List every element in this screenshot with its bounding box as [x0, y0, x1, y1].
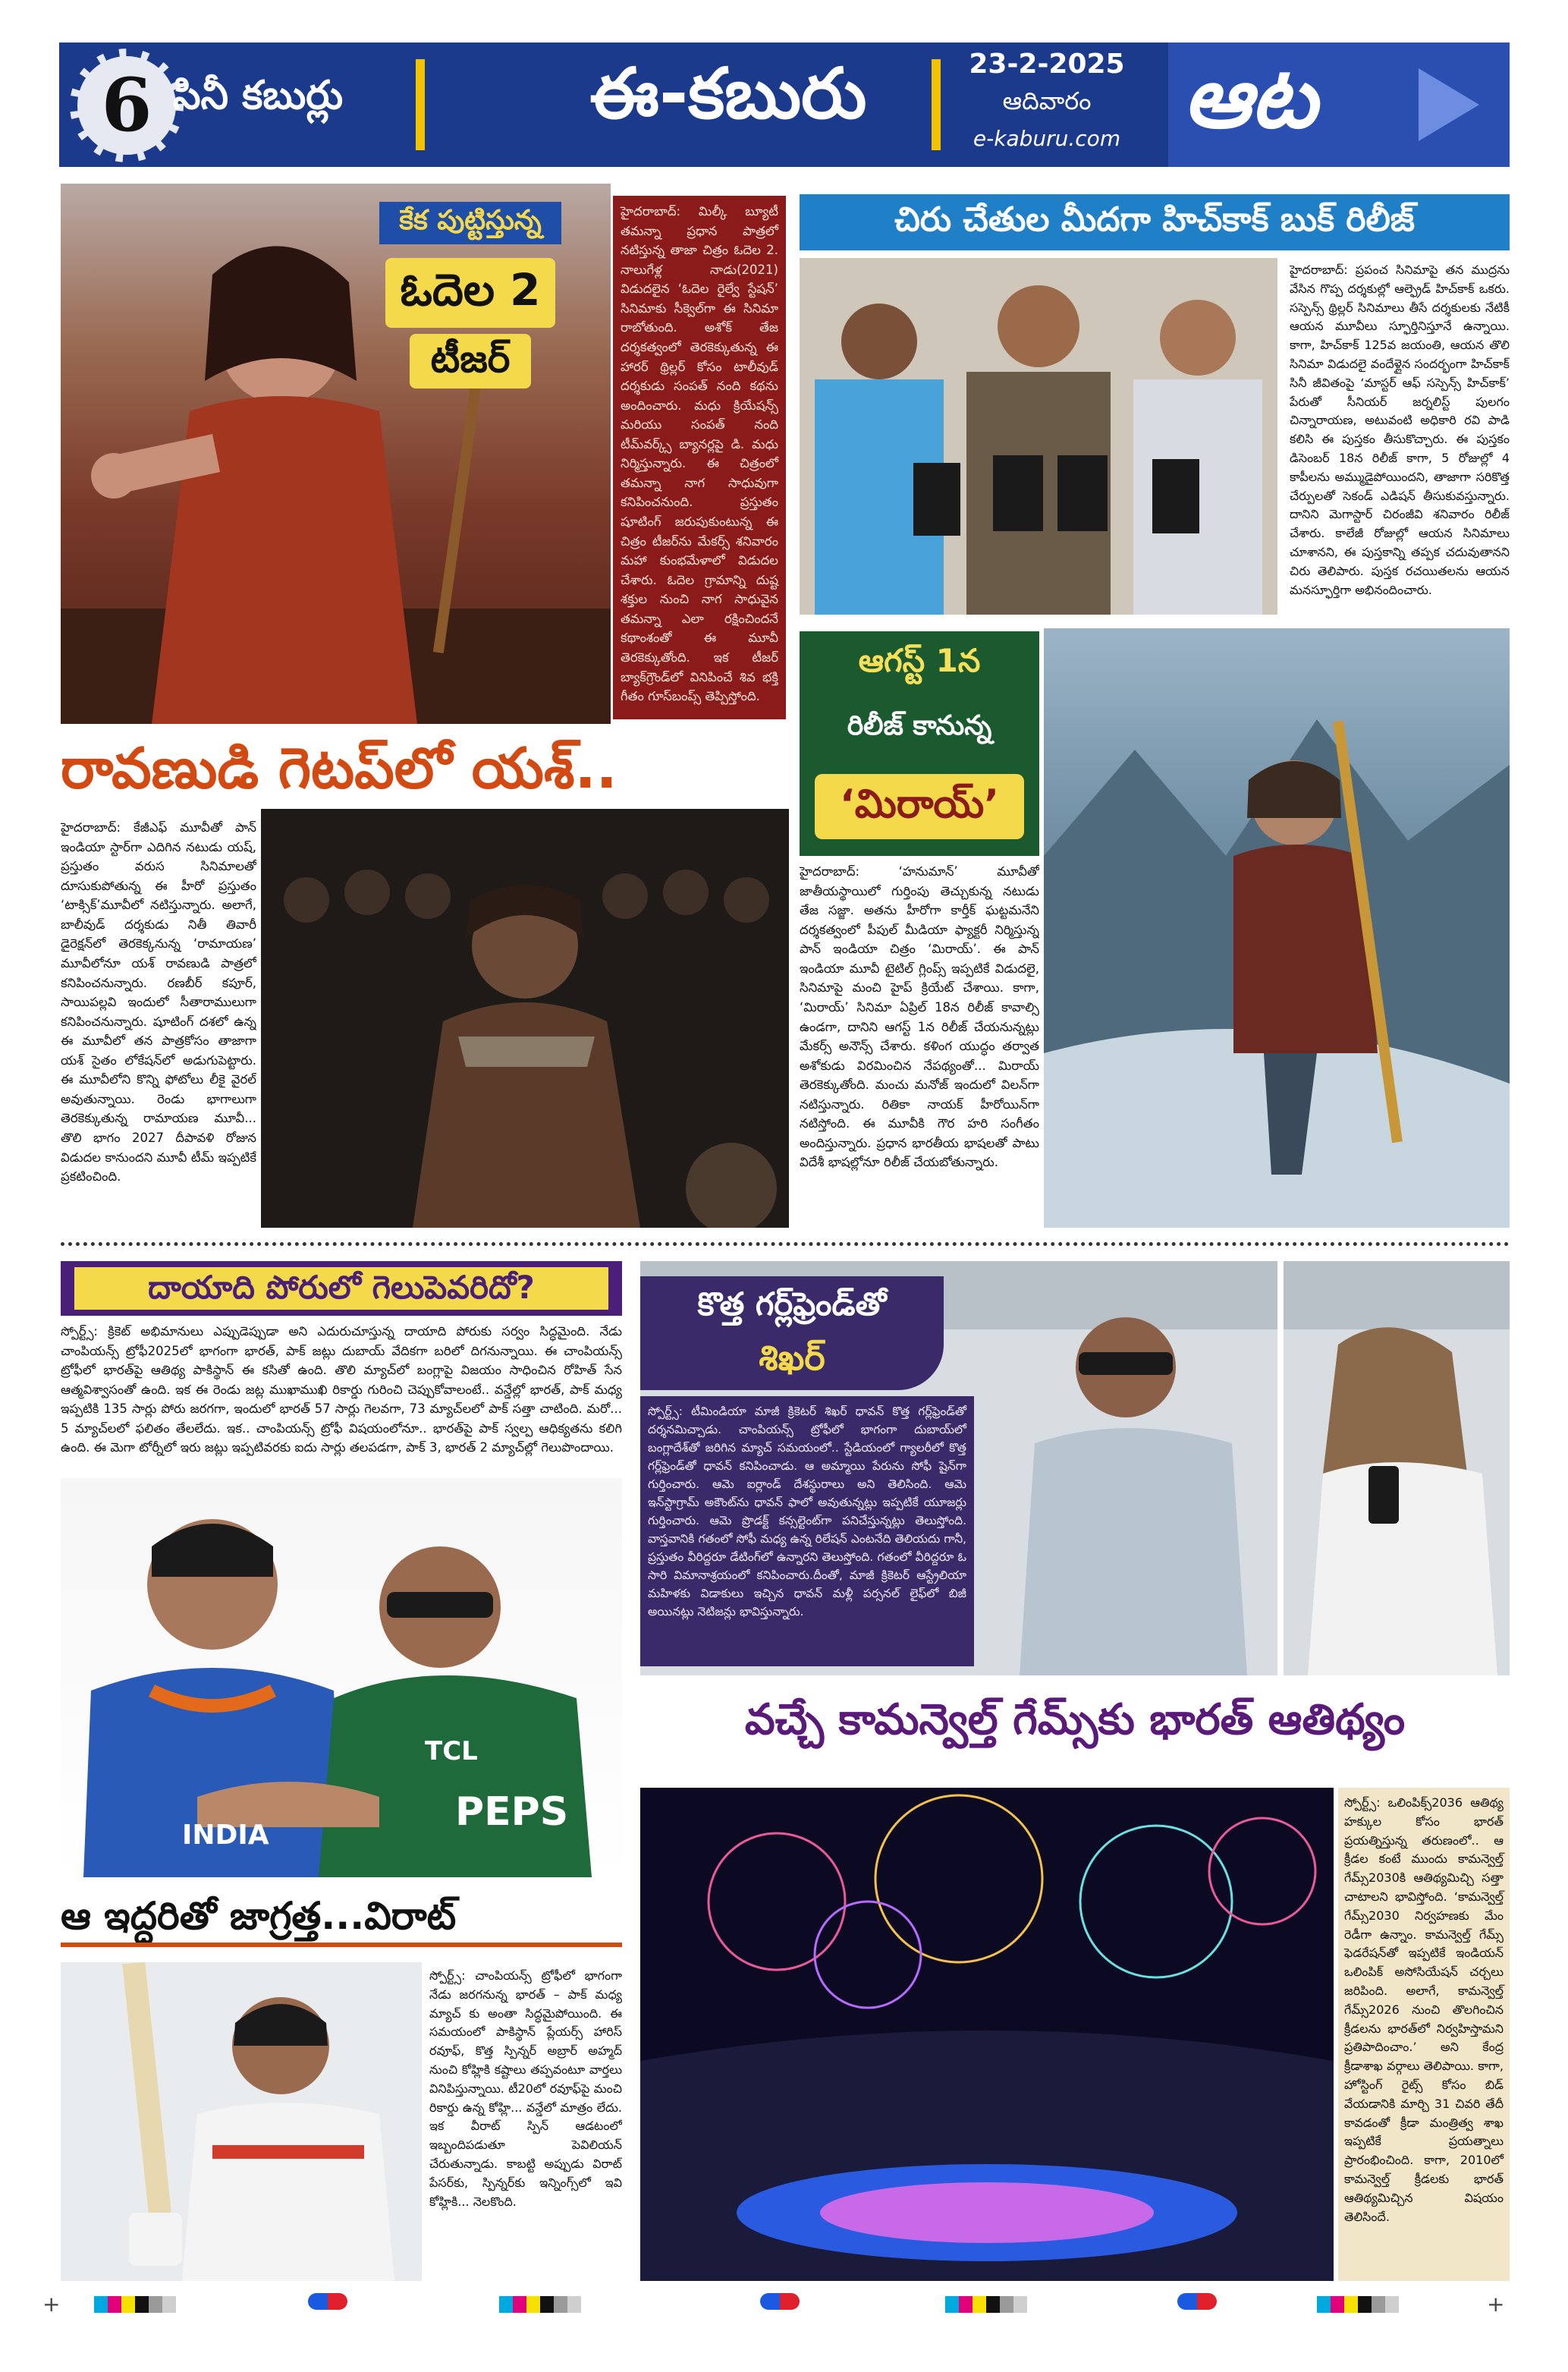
website-link[interactable]: e-kaburu.com	[973, 126, 1121, 151]
header-divider	[416, 59, 425, 150]
registration-dot	[1177, 2293, 1217, 2310]
pak-jersey-tcl: TCL	[425, 1736, 478, 1766]
virat-kohli-photo	[61, 1962, 422, 2281]
virat-headline-text: ఆ ఇద్దరితో జాగ్రత్త...విరాట్	[61, 1894, 457, 1938]
cwg-stadium-fireworks-photo	[640, 1788, 1334, 2281]
mirai-teja-photo	[1044, 628, 1510, 1228]
hitchcock-headline: చిరు చేతుల మీదగా హిచ్‌కాక్ బుక్ రిలీజ్	[894, 200, 1415, 239]
virat-headline-rule	[61, 1943, 622, 1947]
cwg-article: స్పోర్ట్స్: ఒలింపిక్స్2036 ఆతిథ్య హక్కుల కోసం భారత్ ప్రయత్నిస్తున్న తరుణంలో.. ఆ క్రీడల కంటే ముందు కామన్వెల్త్ గేమ్స్2030కి ఆతిథ్యమిచ్చి సత్తా చాటాలని భావిస్తోంది. ‘కామన్వెల్త్ గేమ్స్2030 నిర్వహణకు మేం రెడీగా ఉన్నాం. కామన్వెల్త్ గేమ్స్ ఫెడరేషన్‌తో ఇప్పటికే ఇండియన్ ఒలింపిక్ అసోసియేషన్ చర్చలు జరిపింది. అలాగే, కామన్వెల్త్ గేమ్స్2026 నుంచి తొలగించిన క్రీడలను భారత్‌లో నిర్వహిస్తామని ప్రతిపాదించాం.’ అని కేంద్ర క్రీడాశాఖ వర్గాలు తెలిపాయి. కాగా, హోస్టింగ్ రైట్స్ కోసం బిడ్ వేయడానికి మార్చి 31 చివరి తేదీ కావడంతో క్రీడా మంత్రిత్వ శాఖ ఇప్పటికే ప్రయత్నాలు ప్రారంభించింది. కాగా, 2010లో కామన్వెల్త్ క్రీడలకు భారత్ ఆతిథ్యమిచ్చిన విషయం తెలిసిందే.	[1338, 1788, 1510, 2281]
yash-ravana-photo	[261, 809, 789, 1228]
chiranjeevi-book-release-photo	[800, 258, 1277, 615]
india-jersey-text: INDIA	[182, 1820, 269, 1851]
page-number: 6	[101, 62, 152, 148]
shikhar-headline-line1: కొత్త గర్ల్‌ఫ్రెండ్‌తో	[697, 1285, 887, 1323]
rohit-rizwan-photo	[61, 1478, 622, 1877]
odela-article: హైదరాబాద్: మిల్కీ బ్యూటీ తమన్నా ప్రధాన పాత్రలో నటిస్తున్న తాజా చిత్రం ఓదెల 2. నాలుగేళ్ల నాడు(2021) విడుదలైన ‘ఓదెల రైల్వే స్టేషన్’ సినిమాకు సీక్వెల్‌గా ఈ సినిమా రాబోతుంది. అశోక్ తేజ దర్శకత్వంలో తెరకెక్కుతున్న ఈ హారర్ థ్రిల్లర్ కోసం టాలీవుడ్ దర్శకుడు సంపత్ నంది కథను అందించారు. మధు క్రియేషన్స్ మరియు సంపత్ నంది టీమ్‌వర్క్స్ బ్యానర్లపై డి. మధు నిర్మిస్తున్నారు. ఈ చిత్రంలో తమన్నా నాగ సాధువుగా కనిపించనుంది. ప్రస్తుతం షూటింగ్ జరుపుకుంటున్న ఈ చిత్రం టీజర్‌ను మేకర్స్ శనివారం మహా కుంభమేళాలో విడుదల చేశారు. ఓదెల గ్రామాన్ని దుష్ట శక్తుల నుంచి నాగ సాధువైన తమన్నా ఎలా రక్షించిందనే కథాంశంతో ఈ మూవీ తెరకెక్కుతోంది. ఇక టీజర్ బ్యాక్‌గ్రౌండ్‌లో వినిపించే శివ భక్తి గీతం గూస్‌బంప్స్ తెప్పిస్తోంది.	[613, 196, 786, 719]
arrow-icon	[1419, 68, 1479, 141]
yash-article: హైదరాబాద్: కేజీఎఫ్ మూవీతో పాన్ ఇండియా స్టార్‌గా ఎదిగిన నటుడు యష్, ప్రస్తుతం వరుస సినిమాలతో దూసుకుపోతున్న ఈ హీరో ప్రస్తుతం ‘టాక్సిక్’మూవీలో నటిస్తున్నారు. అలాగే, బాలీవుడ్ దర్శకుడు నితీ తివారీ డైరెక్షన్‌లో తెరకెక్కనున్న ‘రామాయణ’ మూవీలోనూ యశ్ రావణుడి పాత్రలో కనిపించనున్నారు. రణబీర్ కపూర్, సాయిపల్లవి ఇందులో సీతారాములుగా కనిపించనున్నారు. షూటింగ్ దశలో ఉన్న ఈ మూవీలో తన పాత్రకోసం తాజాగా యశ్ సైతం లోకేషన్‌లో అడుగుపెట్టారు. ఈ మూవీలోని కొన్ని ఫోటోలు లీకై వైరల్ అవుతున్నాయి. రెండు భాగాలుగా తెరకెక్కుతున్న రామాయణ మూవీ... తొలి భాగం 2027 దీపావళి రోజున విడుదల కానుందని మూవీ టీమ్ ఇప్పటికే ప్రకటించింది.	[61, 820, 256, 1184]
color-registration-bar	[94, 2296, 176, 2313]
shikhar-headline-line2: శిఖర్	[759, 1337, 825, 1378]
paper-name: ఈ-కబురు	[589, 53, 867, 134]
section-name: సినీ కబుర్లు	[173, 73, 344, 118]
dayadi-article: స్పోర్ట్స్: క్రికెట్ అభిమానులు ఎప్పుడెప్పుడా అని ఎదురుచూస్తున్న దాయాది పోరుకు సర్వం సిద్ధమైంది. నేడు చాంపియన్స్ ట్రోఫీ2025లో భాగంగా భారత్, పాక్ జట్లు దుబాయ్ వేదికగా బరిలో దిగనున్నాయి. ఈ చాంపియన్స్ ట్రోఫీలో భారత్‌పై ఆతిథ్య పాకిస్థాన్ ఈ కసితో ఉంది. తొలి మ్యాచ్‌లో బంగ్లాపై విజయం సాధించిన రోహిత్ సేన ఆత్మవిశ్వాసంతో ఉంది. ఇక ఈ రెండు జట్ల ముఖాముఖి రికార్డు గురించి చెప్పుకోవాలంటే.. వన్డేల్లో భారత్, పాక్ మధ్య ఇప్పటికి 135 సార్లు పోరు జరగగా, ఇందులో భారత్ 57 సార్లు గెలవగా, 73 మ్యాచ్‌లలో పాక్ సత్తా చాటింది. మరో... 5 మ్యాచ్‌లలో ఫలితం తేలలేదు. ఇక.. చాంపియన్స్ ట్రోఫీ విషయంలోనూ.. భారత్‌పై పాక్ స్వల్ప ఆధిక్యతను కలిగి ఉంది. ఈ మెగా టోర్నీలో ఇరు జట్లు ఇప్పటివరకు ఐదు సార్లు తలపడగా, పాక్ 3, భారత్ 2 మ్యాచ్‌ల్లో గెలుపొందాయి.	[61, 1324, 622, 1455]
pak-jersey-sponsor: PEPS	[455, 1789, 569, 1835]
color-registration-bar	[499, 2296, 581, 2313]
virat-article: స్పోర్ట్స్: చాంపియన్స్ ట్రోఫీలో భాగంగా నేడు జరగనున్న భారత్ – పాక్ మధ్య మ్యాచ్ కు అంతా సిద్ధమైపోయింది. ఈ సమయంలో పాకిస్థాన్ ప్లేయర్స్ హారిస్ రవూఫ్, కొత్త స్పిన్నర్ అబ్రార్ అహ్మద్ నుంచి కోహ్లికి కష్టాలు తప్పవంటూ వార్తలు వినిపిస్తున్నాయి. టీ20లో రవూఫ్‌పై మంచి రికార్డు ఉన్న కోహ్లి... వన్డేలో మాత్రం లేదు. ఇక వీరాట్ స్పిన్ ఆడటంలో ఇబ్బందిపడుతూ పెవిలియన్ చేరుతున్నాడు. కాబట్టి అప్పుడు విరాట్ పేసర్‌కు, స్పిన్నర్‌కు ఇన్నింగ్స్‌లో ఇవి కోహ్లికి... నెలకొంది.	[429, 1968, 622, 2209]
virat-headline	[61, 1894, 622, 1948]
odela-tag: కేక పుట్టిస్తున్న	[399, 205, 542, 236]
mirai-title: ‘మిరాయ్’	[839, 782, 1000, 827]
section-divider	[61, 1242, 1510, 1246]
registration-dot	[760, 2293, 800, 2310]
dayadi-headline: దాయాది పోరులో గెలుపెవరిదో?	[148, 1269, 535, 1306]
registration-dot	[308, 2293, 347, 2310]
yash-headline: రావణుడి గెటప్‌లో యశ్..	[61, 736, 617, 801]
color-registration-bar	[1317, 2296, 1399, 2313]
issue-weekday: ఆదివారం	[1002, 87, 1092, 115]
issue-date: 23-2-2025	[969, 49, 1125, 80]
cwg-headline: వచ్చే కామన్వెల్త్ గేమ్స్‌కు భారత్ ఆతిథ్యం	[744, 1695, 1406, 1744]
brand-logo: ఆట	[1183, 49, 1317, 147]
header-divider	[932, 59, 941, 150]
hitchcock-article: హైదరాబాద్: ప్రపంచ సినిమాపై తన ముద్రను వేసిన గొప్ప దర్శకుల్లో ఆల్ఫ్రెడ్ హిచ్‌కాక్ ఒకరు. సస్పెన్స్ థ్రిల్లర్ సినిమాలు తీసే దర్శకులకు నేటికీ ఆయన మూవీలు స్ఫూర్తినిస్తూనే ఉన్నాయి. కాగా, హిచ్‌కాక్ 125వ జయంతి, ఆయన తొలి సినిమా విడుదలై వందేళ్లైన సందర్భంగా హిచ్‌కాక్ సినీ జీవితంపై ‘మాస్టర్ ఆఫ్ సస్పెన్స్ హిచ్‌కాక్’ పేరుతో సీనియర్ జర్నలిస్ట్ పులగం చిన్నారాయణ, అటువంటి అధికారి రవి పాడి కలిసి ఈ పుస్తకం తీసుకొచ్చారు. ఈ పుస్తకం డిసెంబర్ 18న రిలీజ్ కాగా, 5 రోజుల్లో 4 కాపీలను అమ్ముడైపోయిందని, తాజాగా సరికొత్త చేర్పులతో సెకండ్ ఎడిషన్ తీసుకువస్తున్నారు. దానిని మెగాస్టార్ చిరంజీవి శనివారం రిలీజ్ చేశారు. కాలేజీ రోజుల్లో ఆయన సినిమాలు చూశానని, ఈ పుస్తకాన్ని తప్పక చదువుతానని చిరు తెలిపారు. పుస్తక రచయితలను ఆయన మనస్ఫూర్తిగా అభినందించారు.	[1290, 263, 1510, 597]
mirai-headline-line1: ఆగస్ట్ 1న	[858, 642, 981, 679]
mirai-headline-line2: రిలీజ్ కానున్న	[847, 710, 992, 741]
odela-title: ఓదెల 2	[400, 264, 541, 316]
odela-subtitle: టీజర్	[430, 337, 511, 381]
mirai-article: హైదరాబాద్: ‘హనుమాన్’ మూవీతో జాతీయస్థాయిలో గుర్తింపు తెచ్చుకున్న నటుడు తేజ సజ్జా. అతను హీరోగా కార్తీక్ ఘట్టమనేని దర్శకత్వంలో పీపుల్ మీడియా ఫ్యాక్టరీ నిర్మిస్తున్న పాన్ ఇండియా చిత్రం ‘మిరాయ్’. ఈ పాన్ ఇండియా మూవీ టైటిల్ గ్లింప్స్ ఇప్పటికే విడుదలై, సినిమాపై మంచి హైప్ క్రియేట్ చేశాయి. కాగా, ‘మిరాయ్’ సినిమా ఏప్రిల్ 18న రిలీజ్ కావాల్సి ఉండగా, దానిని ఆగస్ట్ 1న రిలీజ్ చేయనున్నట్లు మేకర్స్ అనౌన్స్ చేశారు. కళింగ యుద్ధం తర్వాత అశోకుడు విరమించిన నేపథ్యంతో... మిరాయ్ తెరకెక్కుతోంది. మంచు మనోజ్ ఇందులో విలన్‌గా నటిస్తున్నారు. రితికా నాయక్ హీరోయిన్‌గా నటిస్తోంది. ఈ మూవీకి గౌర హరి సంగీతం అందిస్తున్నారు. ప్రధాన భారతీయ భాషలతో పాటు విదేశీ భాషల్లోనూ రిలీజ్ చేయబోతున్నారు.	[800, 864, 1039, 1170]
color-registration-bar	[945, 2296, 1027, 2313]
shikhar-article: స్పోర్ట్స్: టీమిండియా మాజీ క్రికెటర్ శిఖర్ ధావన్ కొత్త గర్ల్‌ఫ్రెండ్‌తో దర్శనమిచ్చాడు. చాంపియన్స్ ట్రోఫీలో భాగంగా దుబాయ్‌లో బంగ్లాదేశ్‌తో జరిగిన మ్యాచ్ సమయంలో.. స్టేడియంలో గ్యాలరీలో కొత్త గర్ల్‌ఫ్రెండ్‌తో ధావన్ కనిపించాడు. ఆ అమ్మాయి పేరును సోఫీ షైన్‌గా గుర్తించారు. ఆమె ఐర్లాండ్ దేశస్థురాలు అని తెలిసింది. ఆమె ఇన్‌స్టాగ్రామ్ అకౌంట్‌ను ధావన్ ఫాలో అవుతున్నట్లు ఇప్పటికే యూజర్లు గుర్తించారు. ఆమె ప్రొడక్ట్ కన్సల్టెంట్‌గా పనిచేస్తున్నట్లు తెలుస్తోంది. వాస్తవానికి గతంలో సోఫీ మధ్య ఉన్న రిలేషన్ ఎంటనేది తెలియదు గానీ, ప్రస్తుతం వీరిద్దరూ డేటింగ్‌లో ఉన్నారని తెలుస్తోంది. గతంలో వీరిద్దరూ ఓ సారి విమానాశ్రయంలో కనిపించారు.దీంతో, మాజీ క్రికెటర్ ఆస్ట్రేలియా మహిళకు విడాకులు ఇచ్చిన ధావన్ మళ్లీ పర్సనల్ లైఫ్‌లో బిజీ అయినట్లు నెటిజన్లు భావిస్తున్నారు.	[640, 1396, 974, 1666]
crop-mark: +	[1487, 2292, 1505, 2317]
crop-mark: +	[42, 2292, 61, 2317]
